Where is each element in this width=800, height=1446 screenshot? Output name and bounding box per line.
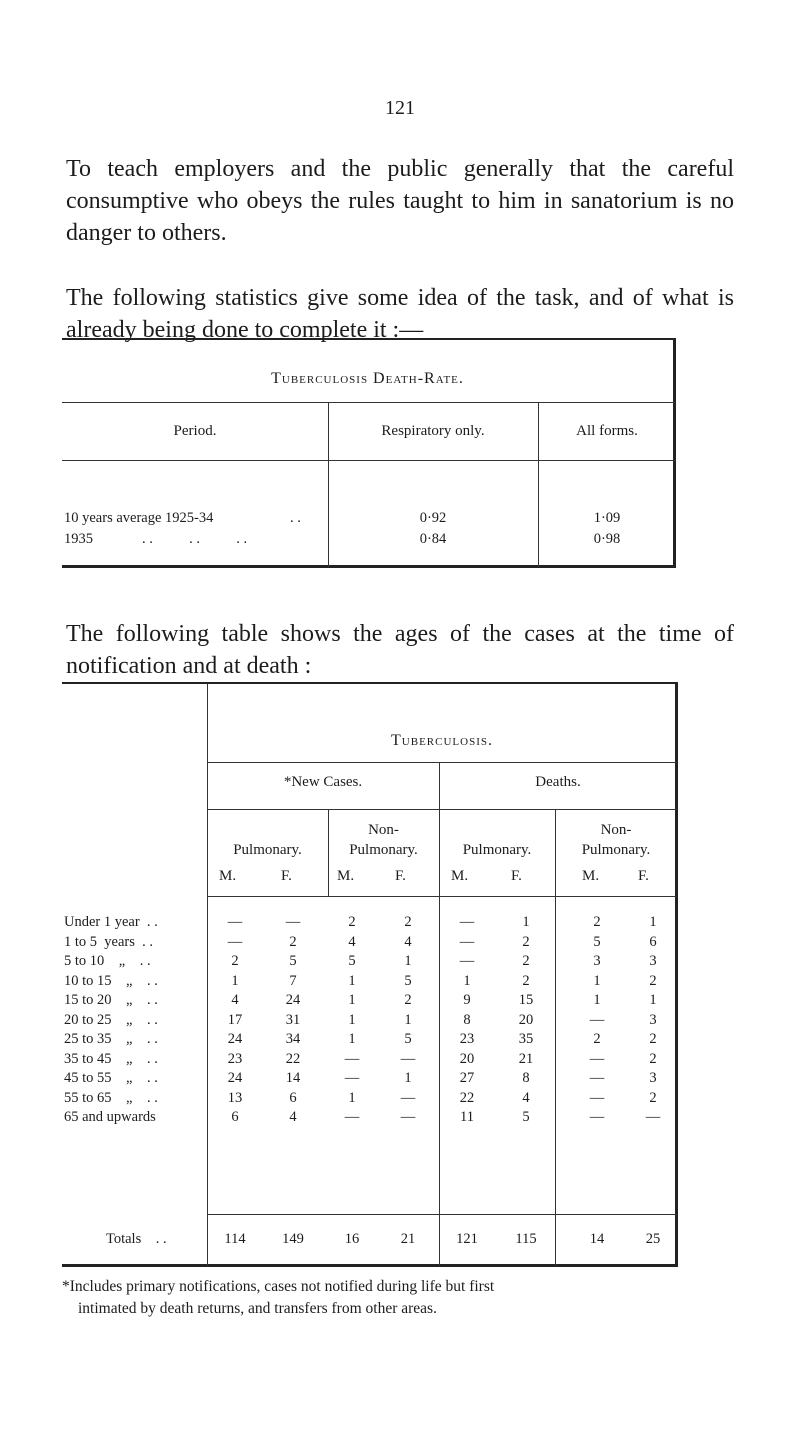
table-cell: 8 bbox=[522, 1070, 530, 1086]
table-cell: 27 bbox=[459, 1070, 475, 1086]
header-respiratory: Respiratory only. bbox=[381, 423, 485, 439]
age-table-title: Tuberculosis. bbox=[391, 732, 493, 749]
table-cell: 24 bbox=[227, 1031, 243, 1047]
table-cell: 5 bbox=[289, 953, 297, 969]
row-all-forms: 0·98 bbox=[593, 531, 621, 547]
table-cell: 2 bbox=[348, 914, 356, 930]
table-cell: 3 bbox=[649, 953, 657, 969]
row-dots: . . bbox=[290, 510, 301, 526]
table-cell: 1 bbox=[649, 992, 657, 1008]
table-cell: 2 bbox=[404, 914, 412, 930]
sex-header: M. bbox=[451, 868, 469, 884]
table-cell: 14 bbox=[285, 1070, 301, 1086]
sex-header: F. bbox=[511, 868, 522, 884]
table-cell: 1 bbox=[593, 992, 601, 1008]
table-cell: 4 bbox=[289, 1109, 297, 1125]
age-group-label: 45 to 55 „ . . bbox=[64, 1070, 158, 1086]
table-cell: — bbox=[285, 914, 301, 930]
page-number: 121 bbox=[385, 97, 415, 119]
table-cell: 5 bbox=[593, 933, 601, 950]
table-cell: — bbox=[589, 1011, 605, 1028]
table-cell: — bbox=[589, 1109, 605, 1125]
table-cell: 1 bbox=[649, 914, 657, 930]
table-cell: — bbox=[344, 1109, 360, 1125]
table-cell: 3 bbox=[649, 1011, 657, 1028]
table-cell: 2 bbox=[289, 933, 297, 950]
table-cell: 1 bbox=[348, 972, 356, 989]
ages-paragraph: The following table shows the ages of the cases at the time of notification and at death : bbox=[66, 621, 734, 679]
table-cell: 4 bbox=[348, 933, 356, 950]
table-cell: 4 bbox=[404, 933, 412, 950]
table-cell: 2 bbox=[404, 992, 412, 1008]
age-group-label: 1 to 5 years . . bbox=[64, 933, 153, 950]
totals-cell: 149 bbox=[282, 1231, 304, 1247]
table-rule bbox=[207, 809, 677, 810]
table-cell: 1 bbox=[231, 972, 239, 989]
table-rule bbox=[62, 402, 676, 403]
table-cell: — bbox=[400, 1089, 416, 1106]
sex-header: M. bbox=[337, 868, 355, 884]
table-cell: — bbox=[589, 1070, 605, 1086]
table-cell: 34 bbox=[285, 1031, 301, 1047]
table-cell: — bbox=[459, 933, 475, 950]
table-cell: — bbox=[589, 1089, 605, 1106]
death-rate-table bbox=[62, 338, 676, 568]
table-cell: 11 bbox=[460, 1109, 474, 1125]
age-group-label: 65 and upwards bbox=[64, 1109, 156, 1125]
table-cell: 5 bbox=[404, 972, 412, 989]
table-cell: — bbox=[459, 914, 475, 930]
table-cell: 4 bbox=[231, 992, 239, 1008]
subgroup-deaths-non-pulmonary: Non- Pulmonary. bbox=[581, 822, 651, 858]
table-cell: 2 bbox=[649, 1031, 657, 1047]
table-cell: 20 bbox=[459, 1050, 475, 1067]
group-new-cases: *New Cases. bbox=[283, 774, 363, 790]
table-rule bbox=[62, 460, 676, 461]
table-cell: 6 bbox=[649, 933, 657, 950]
table-cell: 35 bbox=[518, 1031, 534, 1047]
table-cell: 5 bbox=[348, 953, 356, 969]
table-cell: — bbox=[344, 1050, 360, 1067]
row-dots: . . . . . . bbox=[142, 531, 248, 547]
table-cell: 1 bbox=[348, 992, 356, 1008]
table-cell: — bbox=[227, 914, 243, 930]
table-cell: 20 bbox=[518, 1011, 534, 1028]
age-group-label: 15 to 20 „ . . bbox=[64, 992, 158, 1008]
row-respiratory: 0·92 bbox=[419, 510, 447, 526]
age-group-label: 5 to 10 „ . . bbox=[64, 953, 151, 969]
totals-cell: 25 bbox=[645, 1231, 661, 1247]
table-cell: — bbox=[400, 1109, 416, 1125]
table-cell: 1 bbox=[463, 972, 471, 989]
age-group-label: 10 to 15 „ . . bbox=[64, 972, 158, 989]
table-cell: 9 bbox=[463, 992, 471, 1008]
table-cell: 2 bbox=[593, 1031, 601, 1047]
footnote bbox=[62, 1276, 738, 1320]
death-rate-table-title: Tuberculosis Death-Rate. bbox=[271, 370, 464, 387]
table-cell: 5 bbox=[522, 1109, 530, 1125]
table-cell: 2 bbox=[231, 953, 239, 969]
table-cell: 17 bbox=[227, 1011, 243, 1028]
table-cell: 1 bbox=[404, 953, 412, 969]
table-cell: 2 bbox=[522, 953, 530, 969]
sex-header: M. bbox=[219, 868, 237, 884]
statistics-paragraph: The following statistics give some idea of the task, and of what is already being done to complete it :— bbox=[66, 285, 734, 343]
table-rule bbox=[207, 896, 677, 897]
sex-header: M. bbox=[582, 868, 600, 884]
table-cell: — bbox=[344, 1070, 360, 1086]
table-cell: 3 bbox=[593, 953, 601, 969]
table-cell: 21 bbox=[518, 1050, 534, 1067]
totals-label: Totals . . bbox=[106, 1231, 167, 1247]
totals-cell: 121 bbox=[456, 1231, 478, 1247]
table-cell: 2 bbox=[522, 972, 530, 989]
table-cell: 1 bbox=[404, 1070, 412, 1086]
table-cell: — bbox=[589, 1050, 605, 1067]
table-rule bbox=[207, 762, 677, 763]
table-cell: 2 bbox=[649, 1050, 657, 1067]
totals-cell: 114 bbox=[224, 1231, 246, 1247]
table-cell: 1 bbox=[348, 1011, 356, 1028]
row-respiratory: 0·84 bbox=[419, 531, 447, 547]
table-cell: 13 bbox=[227, 1089, 243, 1106]
totals-cell: 115 bbox=[515, 1231, 537, 1247]
table-cell: 23 bbox=[459, 1031, 475, 1047]
age-group-label: Under 1 year . . bbox=[64, 914, 158, 930]
header-all-forms: All forms. bbox=[576, 423, 638, 439]
footnote-line: *Includes primary notifications, cases not notified during life but first bbox=[62, 1278, 495, 1295]
table-cell: 1 bbox=[522, 914, 530, 930]
row-period: 1935 bbox=[64, 531, 93, 547]
table-cell: — bbox=[227, 933, 243, 950]
table-cell: 4 bbox=[522, 1089, 530, 1106]
table-cell: 1 bbox=[593, 972, 601, 989]
age-group-label: 25 to 35 „ . . bbox=[64, 1031, 158, 1047]
table-cell: 23 bbox=[227, 1050, 243, 1067]
table-cell: 7 bbox=[289, 972, 297, 989]
totals-cell: 16 bbox=[344, 1231, 360, 1247]
table-cell: 2 bbox=[522, 933, 530, 950]
group-deaths: Deaths. bbox=[535, 774, 581, 790]
totals-cell: 21 bbox=[400, 1231, 416, 1247]
table-cell: — bbox=[645, 1109, 661, 1125]
totals-cell: 14 bbox=[589, 1231, 605, 1247]
table-cell: 3 bbox=[649, 1070, 657, 1086]
table-cell: 24 bbox=[285, 992, 301, 1008]
table-cell: 6 bbox=[231, 1109, 239, 1125]
row-period: 10 years average 1925-34 bbox=[64, 510, 214, 526]
sex-header: F. bbox=[638, 868, 649, 884]
subgroup-deaths-pulmonary: Pulmonary. bbox=[462, 842, 532, 858]
table-cell: 6 bbox=[289, 1089, 297, 1106]
table-cell: 2 bbox=[593, 914, 601, 930]
column-divider bbox=[207, 684, 208, 1266]
table-cell: — bbox=[459, 953, 475, 969]
table-cell: 22 bbox=[459, 1089, 475, 1106]
table-cell: 31 bbox=[285, 1011, 301, 1028]
sex-header: F. bbox=[395, 868, 406, 884]
table-cell: — bbox=[400, 1050, 416, 1067]
sex-header: F. bbox=[281, 868, 292, 884]
header-period: Period. bbox=[173, 423, 217, 439]
table-cell: 1 bbox=[348, 1031, 356, 1047]
age-group-label: 35 to 45 „ . . bbox=[64, 1050, 158, 1067]
subgroup-new-pulmonary: Pulmonary. bbox=[233, 842, 302, 858]
column-divider bbox=[439, 762, 440, 1266]
age-group-label: 20 to 25 „ . . bbox=[64, 1011, 158, 1028]
table-cell: 24 bbox=[227, 1070, 243, 1086]
intro-paragraph: To teach employers and the public generally that the careful consumptive who obeys the rules taught to him in sanatorium is no danger to others. bbox=[66, 156, 734, 246]
footnote-line: intimated by death returns, and transfers from other areas. bbox=[78, 1300, 437, 1317]
table-cell: 2 bbox=[649, 972, 657, 989]
table-cell: 15 bbox=[518, 992, 534, 1008]
table-cell: 1 bbox=[404, 1011, 412, 1028]
table-cell: 2 bbox=[649, 1089, 657, 1106]
age-group-label: 55 to 65 „ . . bbox=[64, 1089, 158, 1106]
age-table bbox=[62, 682, 678, 1267]
column-divider bbox=[555, 809, 556, 1266]
table-rule bbox=[207, 1214, 677, 1215]
table-cell: 22 bbox=[285, 1050, 301, 1067]
table-cell: 1 bbox=[348, 1089, 356, 1106]
subgroup-new-non-pulmonary: Non- Pulmonary. bbox=[349, 822, 418, 858]
table-cell: 5 bbox=[404, 1031, 412, 1047]
row-all-forms: 1·09 bbox=[593, 510, 621, 526]
table-cell: 8 bbox=[463, 1011, 471, 1028]
